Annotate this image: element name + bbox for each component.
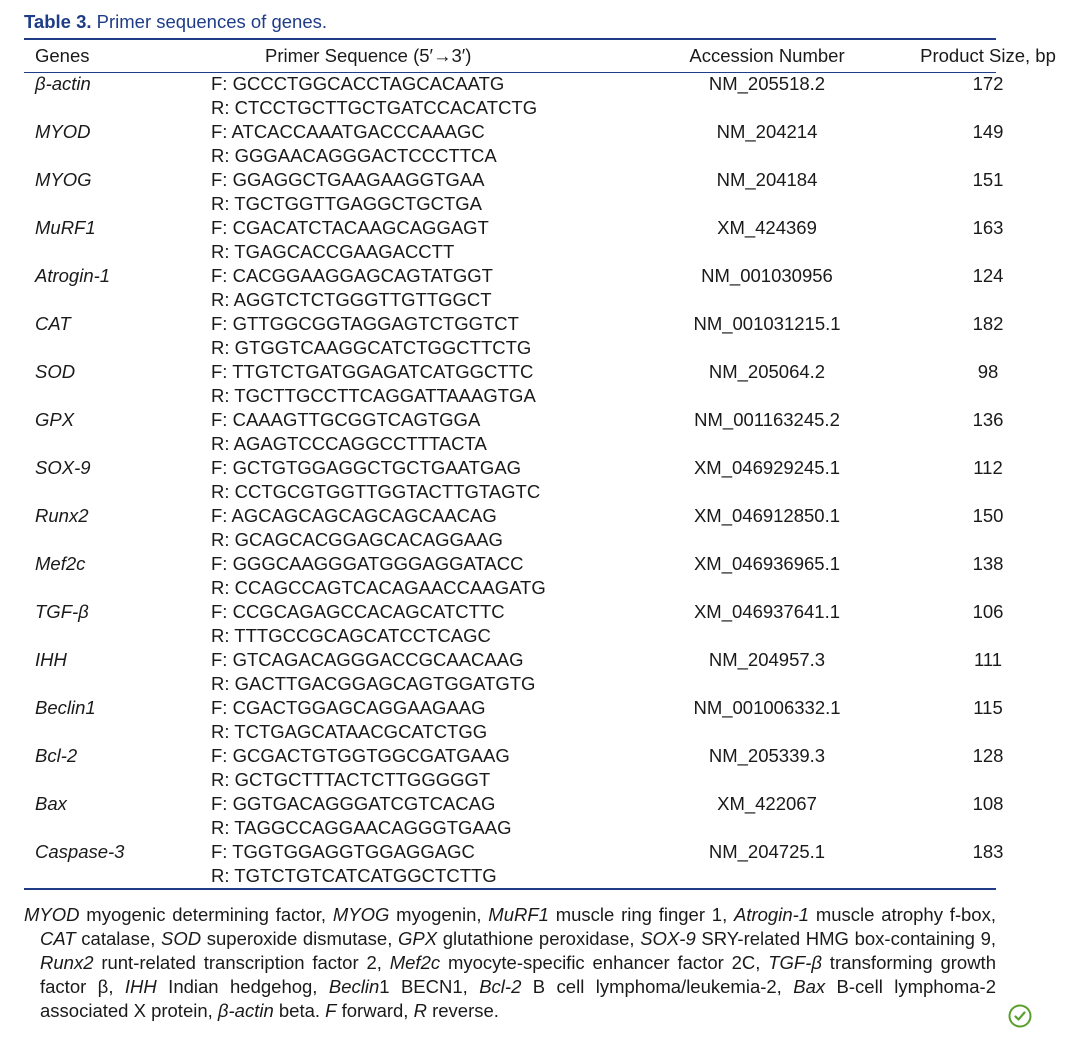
footnote-abbrev: Atrogin-1	[734, 904, 810, 925]
table-row	[24, 360, 1071, 384]
empty-cell	[639, 288, 895, 312]
reverse-primer: R: AGGTCTCTGGGTTGTTGGCT	[211, 289, 492, 310]
table-row-reverse	[24, 768, 1071, 792]
forward-primer: F: GCTGTGGAGGCTGCTGAATGAG	[211, 457, 522, 478]
header-row	[24, 40, 1071, 72]
accession-number: XM_046929245.1	[693, 457, 841, 478]
table-row-reverse	[24, 624, 1071, 648]
table-row-reverse	[24, 672, 1071, 696]
empty-cell	[895, 96, 1071, 120]
empty-cell	[639, 864, 895, 888]
header-genes: Genes	[35, 45, 90, 66]
table-row	[24, 456, 1071, 480]
reverse-primer: R: GACTTGACGGAGCAGTGGATGTG	[211, 673, 536, 694]
gene-name: Caspase-3	[35, 841, 125, 862]
reverse-primer: R: TGTCTGTCATCATGGCTCTTG	[211, 865, 497, 886]
gene-name: Bcl-2	[35, 745, 78, 766]
reverse-primer: R: TCTGAGCATAACGCATCTGG	[211, 721, 488, 742]
empty-cell	[639, 528, 895, 552]
footnote-definition: transforming growth factor β,	[40, 952, 996, 997]
gene-name: Bax	[35, 793, 67, 814]
empty-cell	[895, 768, 1071, 792]
table-footnote	[24, 903, 996, 1023]
footnote-definition: B-cell lymphoma-2 associated X protein,	[40, 976, 996, 1021]
table-row-reverse	[24, 96, 1071, 120]
product-size: 106	[972, 601, 1004, 622]
empty-cell	[895, 144, 1071, 168]
empty-cell	[895, 816, 1071, 840]
empty-cell	[895, 336, 1071, 360]
header-product-size: Product Size, bp	[920, 45, 1056, 66]
footnote-abbrev: R	[413, 1000, 427, 1021]
product-size: 98	[977, 361, 999, 382]
empty-cell	[24, 720, 211, 744]
accession-number: NM_001031215.1	[693, 313, 841, 334]
forward-primer: F: CCGCAGAGCCACAGCATCTTC	[211, 601, 505, 622]
forward-primer: F: GCCCTGGCACCTAGCACAATG	[211, 73, 505, 94]
forward-primer: F: CAAAGTTGCGGTCAGTGGA	[211, 409, 481, 430]
gene-name: CAT	[35, 313, 71, 334]
table-label: Table 3.	[24, 11, 92, 32]
empty-cell	[895, 240, 1071, 264]
footnote-definition: myogenic determining factor,	[79, 904, 333, 925]
reverse-primer: R: TAGGCCAGGAACAGGGTGAAG	[211, 817, 512, 838]
forward-primer: F: CGACATCTACAAGCAGGAGT	[211, 217, 489, 238]
footnote-abbrev: SOX-9	[640, 928, 696, 949]
gene-name: Mef2c	[35, 553, 86, 574]
product-size: 128	[972, 745, 1004, 766]
forward-primer: F: GCGACTGTGGTGGCGATGAAG	[211, 745, 510, 766]
product-size: 136	[972, 409, 1004, 430]
table-row	[24, 168, 1071, 192]
empty-cell	[895, 528, 1071, 552]
empty-cell	[639, 624, 895, 648]
footnote-abbrev: GPX	[398, 928, 438, 949]
product-size: 124	[972, 265, 1004, 286]
footnote-definition: SRY-related HMG box-containing 9,	[695, 928, 997, 949]
reverse-primer: R: TGCTTGCCTTCAGGATTAAAGTGA	[211, 385, 536, 406]
bottom-rule	[24, 888, 996, 890]
footnote-definition: catalase,	[75, 928, 161, 949]
empty-cell	[639, 192, 895, 216]
empty-cell	[24, 384, 211, 408]
product-size: 138	[972, 553, 1004, 574]
accession-number: NM_204214	[716, 121, 818, 142]
forward-primer: F: CGACTGGAGCAGGAAGAAG	[211, 697, 486, 718]
table-row-reverse	[24, 480, 1071, 504]
footnote-definition: 1 BECN1,	[379, 976, 480, 997]
table-row-reverse	[24, 192, 1071, 216]
table-row	[24, 840, 1071, 864]
table-row	[24, 312, 1071, 336]
footnote-definition: Indian hedgehog,	[156, 976, 329, 997]
accession-number: NM_205064.2	[708, 361, 826, 382]
empty-cell	[24, 672, 211, 696]
accession-number: XM_046937641.1	[693, 601, 841, 622]
header-rule	[24, 72, 996, 73]
empty-cell	[895, 384, 1071, 408]
empty-cell	[24, 144, 211, 168]
accession-number: XM_046912850.1	[693, 505, 841, 526]
forward-primer: F: TTGTCTGATGGAGATCATGGCTTC	[211, 361, 534, 382]
table-body	[24, 72, 1071, 888]
accession-number: NM_204957.3	[708, 649, 826, 670]
footnote-definition: beta.	[273, 1000, 326, 1021]
footnote-abbrev: Runx2	[40, 952, 94, 973]
reverse-primer: R: GCAGCACGGAGCACAGGAAG	[211, 529, 503, 550]
footnote-abbrev: TGF-β	[768, 952, 822, 973]
empty-cell	[639, 144, 895, 168]
footnote-abbrev: MYOG	[332, 904, 390, 925]
footnote-abbrev: CAT	[40, 928, 76, 949]
product-size: 108	[972, 793, 1004, 814]
table-row-reverse	[24, 336, 1071, 360]
table-row-reverse	[24, 864, 1071, 888]
empty-cell	[895, 576, 1071, 600]
footnote-abbrev: MYOD	[24, 904, 80, 925]
forward-primer: F: GTCAGACAGGGACCGCAACAAG	[211, 649, 524, 670]
empty-cell	[895, 432, 1071, 456]
table-row	[24, 792, 1071, 816]
footnote-definition: myocyte-specific enhancer factor 2C,	[440, 952, 769, 973]
table-row	[24, 696, 1071, 720]
table-row-reverse	[24, 576, 1071, 600]
empty-cell	[24, 432, 211, 456]
product-size: 115	[973, 697, 1003, 718]
table-caption	[24, 10, 327, 34]
product-size: 112	[973, 457, 1003, 478]
reverse-primer: R: CTCCTGCTTGCTGATCCACATCTG	[211, 97, 538, 118]
product-size: 111	[973, 649, 1003, 670]
header-primer-sequence: Primer Sequence (5′→3′)	[265, 45, 472, 66]
product-size: 151	[972, 169, 1004, 190]
empty-cell	[24, 288, 211, 312]
empty-cell	[24, 864, 211, 888]
gene-name: SOX-9	[35, 457, 91, 478]
table-row	[24, 744, 1071, 768]
gene-name: Runx2	[35, 505, 89, 526]
forward-primer: F: GTTGGCGGTAGGAGTCTGGTCT	[211, 313, 519, 334]
table-row	[24, 72, 1071, 96]
empty-cell	[895, 480, 1071, 504]
reverse-primer: R: GGGAACAGGGACTCCCTTCA	[211, 145, 497, 166]
table-row-reverse	[24, 144, 1071, 168]
empty-cell	[24, 240, 211, 264]
table-row	[24, 120, 1071, 144]
footnote-abbrev: F	[325, 1000, 337, 1021]
empty-cell	[639, 672, 895, 696]
empty-cell	[895, 624, 1071, 648]
gene-name: Atrogin-1	[35, 265, 111, 286]
table-row	[24, 552, 1071, 576]
gene-name: TGF-β	[35, 601, 89, 622]
gene-name: MYOD	[35, 121, 91, 142]
footnote-abbrev: β-actin	[217, 1000, 274, 1021]
empty-cell	[895, 720, 1071, 744]
footnote-abbrev: IHH	[124, 976, 157, 997]
accession-number: NM_204184	[716, 169, 818, 190]
empty-cell	[24, 528, 211, 552]
footnote-definition: runt-related transcription factor 2,	[93, 952, 390, 973]
table-row-reverse	[24, 288, 1071, 312]
forward-primer: F: ATCACCAAATGACCCAAAGC	[211, 121, 485, 142]
product-size: 183	[972, 841, 1004, 862]
empty-cell	[639, 816, 895, 840]
accession-number: NM_001030956	[701, 265, 833, 286]
empty-cell	[639, 96, 895, 120]
empty-cell	[24, 816, 211, 840]
footnote-definition: forward,	[336, 1000, 414, 1021]
empty-cell	[639, 576, 895, 600]
table-row	[24, 264, 1071, 288]
footnote-abbrev: SOD	[161, 928, 202, 949]
header-accession-number: Accession Number	[689, 45, 845, 66]
footnote-abbrev: Bax	[793, 976, 826, 997]
table-row-reverse	[24, 432, 1071, 456]
table-row-reverse	[24, 528, 1071, 552]
reverse-primer: R: GCTGCTTTACTCTTGGGGGT	[211, 769, 491, 790]
table-row-reverse	[24, 384, 1071, 408]
table-row	[24, 504, 1071, 528]
accession-number: XM_422067	[717, 793, 817, 814]
footnote-definition: muscle atrophy f-box,	[809, 904, 996, 925]
footnote-definition: muscle ring finger 1,	[548, 904, 734, 925]
footnote-abbrev: Bcl-2	[479, 976, 522, 997]
table-row	[24, 408, 1071, 432]
empty-cell	[895, 672, 1071, 696]
empty-cell	[639, 432, 895, 456]
reverse-primer: R: TGAGCACCGAAGACCTT	[211, 241, 455, 262]
reverse-primer: R: GTGGTCAAGGCATCTGGCTTCTG	[211, 337, 532, 358]
table-row-reverse	[24, 720, 1071, 744]
primer-table	[24, 38, 1056, 890]
footnote-definition: glutathione peroxidase,	[437, 928, 641, 949]
empty-cell	[895, 288, 1071, 312]
empty-cell	[24, 768, 211, 792]
empty-cell	[24, 96, 211, 120]
forward-primer: F: AGCAGCAGCAGCAGCAACAG	[211, 505, 497, 526]
footnote-text	[24, 903, 996, 1023]
reverse-primer: R: TTTGCCGCAGCATCCTCAGC	[211, 625, 491, 646]
table-row	[24, 216, 1071, 240]
table-row-reverse	[24, 240, 1071, 264]
forward-primer: F: CACGGAAGGAGCAGTATGGT	[211, 265, 493, 286]
reverse-primer: R: CCTGCGTGGTTGGTACTTGTAGTC	[211, 481, 541, 502]
gene-name: IHH	[35, 649, 67, 670]
empty-cell	[24, 480, 211, 504]
product-size: 149	[972, 121, 1004, 142]
empty-cell	[24, 624, 211, 648]
accession-number: XM_046936965.1	[693, 553, 841, 574]
table-row	[24, 648, 1071, 672]
forward-primer: F: GGTGACAGGGATCGTCACAG	[211, 793, 496, 814]
footnote-definition: B cell lymphoma/leukemia-2,	[521, 976, 794, 997]
accession-number: NM_205518.2	[708, 73, 826, 94]
table-title: Primer sequences of genes.	[91, 11, 328, 32]
table-row-reverse	[24, 816, 1071, 840]
accession-number: NM_205339.3	[708, 745, 826, 766]
footnote-definition: myogenin,	[389, 904, 489, 925]
product-size: 150	[972, 505, 1004, 526]
empty-cell	[24, 576, 211, 600]
accession-number: NM_001163245.2	[694, 409, 840, 430]
gene-name: Beclin1	[35, 697, 96, 718]
product-size: 163	[972, 217, 1004, 238]
empty-cell	[639, 240, 895, 264]
reverse-primer: R: TGCTGGTTGAGGCTGCTGA	[211, 193, 482, 214]
gene-name: SOD	[35, 361, 76, 382]
accession-number: NM_001006332.1	[693, 697, 841, 718]
empty-cell	[639, 384, 895, 408]
reverse-primer: R: AGAGTCCCAGGCCTTTACTA	[211, 433, 487, 454]
forward-primer: F: GGAGGCTGAAGAAGGTGAA	[211, 169, 485, 190]
forward-primer: F: TGGTGGAGGTGGAGGAGC	[211, 841, 475, 862]
empty-cell	[895, 192, 1071, 216]
empty-cell	[639, 720, 895, 744]
empty-cell	[639, 768, 895, 792]
product-size: 172	[972, 73, 1004, 94]
accession-number: XM_424369	[717, 217, 817, 238]
gene-name: β-actin	[35, 73, 91, 94]
footnote-definition: reverse.	[426, 1000, 499, 1021]
forward-primer: F: GGGCAAGGGATGGGAGGATACC	[211, 553, 524, 574]
footnote-abbrev: Beclin	[328, 976, 380, 997]
footnote-definition: superoxide dismutase,	[201, 928, 399, 949]
empty-cell	[895, 864, 1071, 888]
empty-cell	[24, 192, 211, 216]
footnote-abbrev: Mef2c	[389, 952, 441, 973]
table-row	[24, 600, 1071, 624]
accession-number: NM_204725.1	[708, 841, 826, 862]
reverse-primer: R: CCAGCCAGTCACAGAACCAAGATG	[211, 577, 546, 598]
crossmark-icon[interactable]	[1008, 1004, 1032, 1028]
empty-cell	[24, 336, 211, 360]
gene-name: GPX	[35, 409, 75, 430]
product-size: 182	[972, 313, 1004, 334]
footnote-abbrev: MuRF1	[488, 904, 549, 925]
empty-cell	[639, 336, 895, 360]
empty-cell	[639, 480, 895, 504]
gene-name: MYOG	[35, 169, 92, 190]
gene-name: MuRF1	[35, 217, 96, 238]
